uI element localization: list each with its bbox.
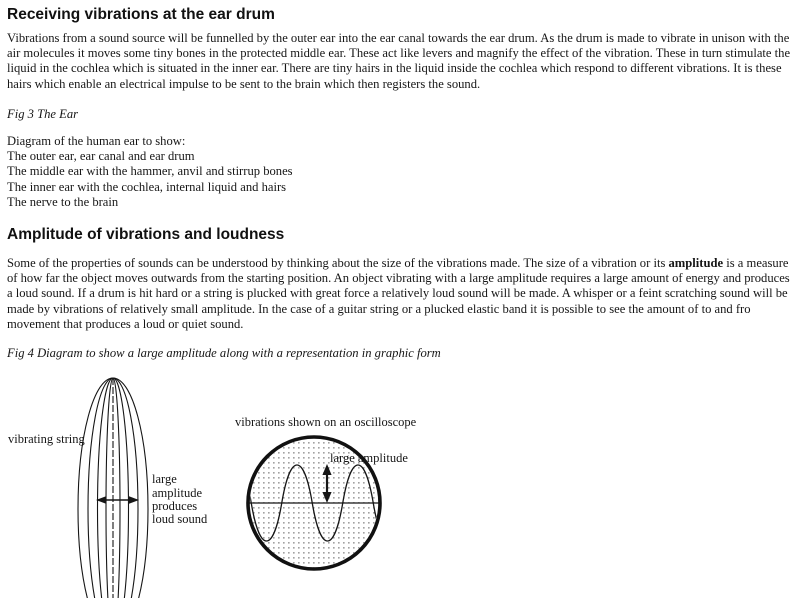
description-line: Diagram of the human ear to show: [7, 134, 186, 149]
ear-diagram-description [7, 134, 793, 210]
paragraph-amplitude-after: is a measure of how far the object moves outwards from the starting position. An object vibrating with a large amplitude requires a large amount of energy and produces a loud sound. If a drum is hit hard or a string is plucked with great force a relatively loud sound will be made. A whisper or a feint scratching sound will be made by vibrations of relatively small amplitude. In the case of a guitar string or a plucked elastic band it is possible to see the amount of to and fro movement that produces a loud or quiet sound. [7, 256, 790, 331]
section-heading-receiving-vibrations: Receiving vibrations at the ear drum [7, 6, 275, 23]
fig3-caption: Fig 3 The Ear [7, 106, 79, 121]
description-line: The nerve to the brain [7, 194, 119, 209]
amplitude-note [152, 472, 208, 526]
paragraph-ear-drum: Vibrations from a sound source will be funnelled by the outer ear into the ear canal towards the ear drum. As the drum is made to vibrate in unison with the air molecules it moves some tiny bones in the protected middle ear. These act like levers and magnify the effect of the vibration. These in turn stimulate the liquid in the cochlea which is situated in the inner ear. There are tiny hairs in the liquid inside the cochlea which respond to different vibrations. It is these hairs which enable an electrical impulse to be sent to the brain which then registers the sound. [7, 31, 791, 91]
document-page [7, 6, 793, 598]
fig4-caption: Fig 4 Diagram to show a large amplitude along with a representation in graphic form [7, 346, 441, 361]
description-line: The inner ear with the cochlea, internal liquid and hairs [7, 179, 287, 194]
oscilloscope-figure [221, 437, 409, 569]
vibrating-string-label: vibrating string [8, 432, 85, 447]
amplitude-note-line: large [152, 472, 177, 487]
amplitude-note-line: amplitude [152, 486, 202, 501]
large-amplitude-annotation: large amplitude [330, 451, 408, 466]
description-line: The outer ear, ear canal and ear drum [7, 149, 195, 164]
fig4-diagram [7, 371, 793, 598]
paragraph-amplitude [7, 256, 793, 332]
amplitude-bold-term: amplitude [668, 256, 724, 271]
amplitude-note-line: produces [152, 499, 198, 514]
oscilloscope-caption: vibrations shown on an oscilloscope [235, 415, 417, 430]
paragraph-amplitude-before: Some of the properties of sounds can be understood by thinking about the size of the vibrations made. The size of a vibration or its [7, 256, 669, 271]
amplitude-arrow-horizontal [96, 496, 139, 504]
amplitude-note-line: loud sound [152, 512, 208, 527]
section-heading-amplitude: Amplitude of vibrations and loudness [7, 226, 285, 244]
description-line: The middle ear with the hammer, anvil and stirrup bones [7, 164, 293, 179]
vibrating-string-figure [78, 378, 148, 598]
